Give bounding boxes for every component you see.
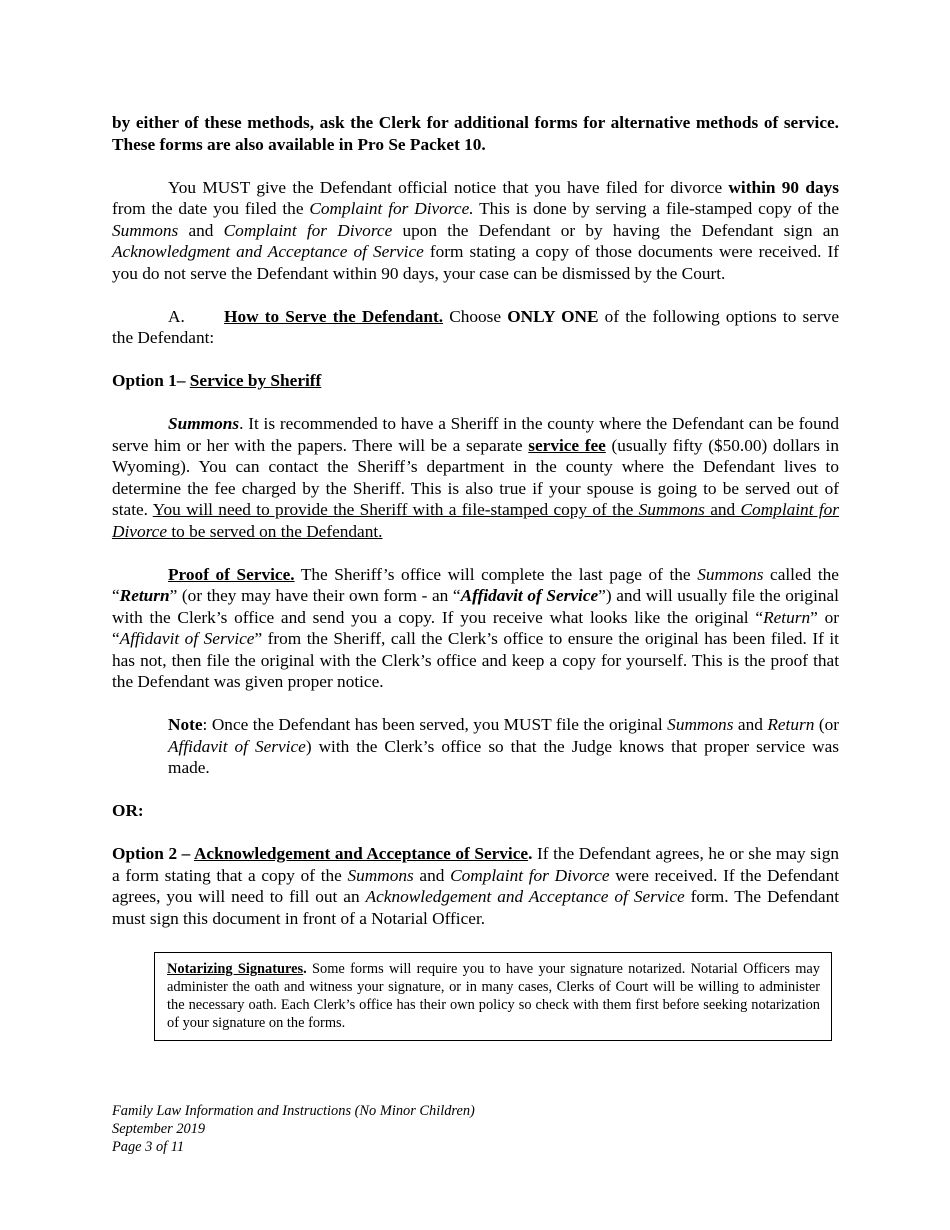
summons-underlined-text: and: [704, 500, 741, 519]
notice-text: form stating a copy of those documents were received. If you do not serve the Defendant within 90 days, your case can be dismissed by the Court.: [112, 242, 839, 283]
note-text: and: [733, 715, 768, 734]
proof-text: ” or “: [112, 607, 839, 648]
option-2-label: Option 2 –: [112, 844, 194, 863]
summons-underlined-text: You will need to provide the Sheriff with a file-stamped copy of the: [152, 500, 639, 519]
notarizing-signatures-box: [154, 952, 832, 1041]
notice-paragraph: [112, 177, 839, 285]
proof-text: ” from the Sheriff, call the Clerk’s office to ensure the original has been filed. If it has not, then file the original with the Clerk’s office and keep a copy for yourself. This is the proof that the Defendant was given proper notice.: [112, 629, 839, 691]
note-text: (or: [814, 715, 839, 734]
section-a-letter: A.: [168, 306, 185, 326]
proof-of-service-paragraph: [112, 564, 839, 693]
proof-bold-italic: Affidavit of Service: [460, 586, 599, 605]
or-label: [112, 800, 839, 822]
summons-underlined-italic: Complaint for Divorce: [112, 500, 840, 541]
proof-text: ” (or they may have their own form - an “: [169, 586, 461, 605]
summons-underlined-text: to be served on the Defendant.: [167, 521, 383, 541]
proof-of-service-heading: Proof of Service.: [168, 564, 295, 584]
proof-italic: Summons: [697, 564, 764, 584]
option-2-text: If the Defendant agrees, he or she may sign a form stating that a copy of the: [112, 844, 839, 885]
notice-text: This is done by serving a file-stamped copy of the: [473, 199, 839, 218]
option-2-title: Acknowledgement and Acceptance of Service: [193, 844, 529, 863]
option-1-title: Service by Sheriff: [189, 371, 322, 390]
footer-page-number: Page 3 of 11: [112, 1139, 185, 1155]
notice-deadline: within 90 days: [728, 177, 839, 197]
summons-text: (usually fifty ($50.00) dollars in Wyoming). You can contact the Sheriff’s department in the county where the Defendant lives to determine the fee charged by the Sheriff. This is also true if your spouse is going to be served out of state.: [112, 435, 840, 519]
proof-italic: Return: [763, 607, 811, 627]
option-2-italic: Acknowledgement and Acceptance of Service: [365, 887, 685, 906]
option-1-label: Option 1–: [112, 371, 190, 390]
notice-italic: Complaint for Divorce.: [309, 199, 474, 218]
section-a-text: of the following options to serve the Defendant:: [112, 306, 839, 347]
summons-text: . It is recommended to have a Sheriff in the county where the Defendant can be found serve him or her with the papers. There will be a separate: [112, 414, 839, 455]
notice-text: and: [178, 220, 224, 240]
option-2-text: form. The Defendant must sign this document in front of a Notarial Officer.: [112, 887, 840, 928]
notary-box-text: Some forms will require you to have your signature notarized. Notarial Officers may administer the oath and witness your signature, or in many cases, Clerks of Court will be willing to administer the necessary oath. Each Clerk’s office has their own policy so check with them first before seeking notarization of your signature on the forms.: [167, 961, 820, 1031]
section-a-text: Choose: [443, 306, 508, 326]
section-a-heading: How to Serve the Defendant.: [224, 306, 444, 326]
summons-paragraph: [112, 413, 839, 542]
notice-text: upon the Defendant or by having the Defendant sign an: [392, 220, 840, 240]
proof-italic: Affidavit of Service: [119, 629, 255, 648]
notice-italic: Complaint for Divorce: [223, 220, 393, 240]
proof-text: The Sheriff’s office will complete the last page of the: [294, 564, 698, 584]
summons-term: Summons: [168, 414, 240, 433]
note-text: : Once the Defendant has been served, you MUST file the original: [202, 715, 668, 734]
note-italic: Affidavit of Service: [168, 736, 306, 756]
option-2-text: were received. If the Defendant agrees, you will need to fill out an: [112, 865, 840, 906]
notice-italic: Summons: [112, 220, 179, 240]
or-text: OR:: [112, 801, 144, 820]
footer-date: September 2019: [112, 1121, 206, 1137]
note-text: ) with the Clerk’s office so that the Judge knows that proper service was made.: [168, 736, 839, 777]
notice-text: You MUST give the Defendant official notice that you have filed for divorce: [168, 177, 729, 197]
option-1-heading: [112, 370, 839, 392]
intro-paragraph: [112, 112, 839, 155]
option-2-paragraph: [112, 843, 839, 929]
note-label: Note: [168, 715, 203, 734]
proof-bold-italic: Return: [119, 586, 170, 605]
proof-text: ”) and will usually file the original with the Clerk’s office and send you a copy. If you receive what looks like the original “: [112, 586, 839, 627]
summons-underlined-instruction: [112, 500, 839, 541]
section-a-paragraph: [112, 306, 839, 349]
notary-box-title: Notarizing Signatures: [167, 961, 304, 977]
notary-box-dot: .: [303, 961, 307, 977]
notice-text: from the date you filed the: [112, 199, 310, 218]
note-italic: Summons: [667, 715, 734, 734]
summons-underlined-italic: Summons: [638, 500, 705, 519]
option-2-text: and: [413, 865, 451, 885]
option-2-italic: Complaint for Divorce: [450, 865, 610, 885]
note-italic: Return: [767, 715, 815, 734]
option-2-italic: Summons: [347, 865, 414, 885]
document-page: [112, 112, 839, 1041]
service-fee-term: service fee: [528, 435, 606, 455]
proof-text: called the “: [112, 564, 839, 605]
notice-italic: Acknowledgment and Acceptance of Service: [112, 242, 424, 261]
note-paragraph: [112, 714, 839, 779]
footer-document-title: Family Law Information and Instructions (No Minor Children): [112, 1103, 475, 1119]
option-2-dot: .: [528, 844, 533, 863]
page-footer: [112, 1102, 475, 1156]
section-a-bold: ONLY ONE: [507, 306, 599, 326]
intro-bold-text: by either of these methods, ask the Clerk for additional forms for alternative methods of service. These forms are also available in Pro Se Packet 10.: [112, 113, 839, 154]
